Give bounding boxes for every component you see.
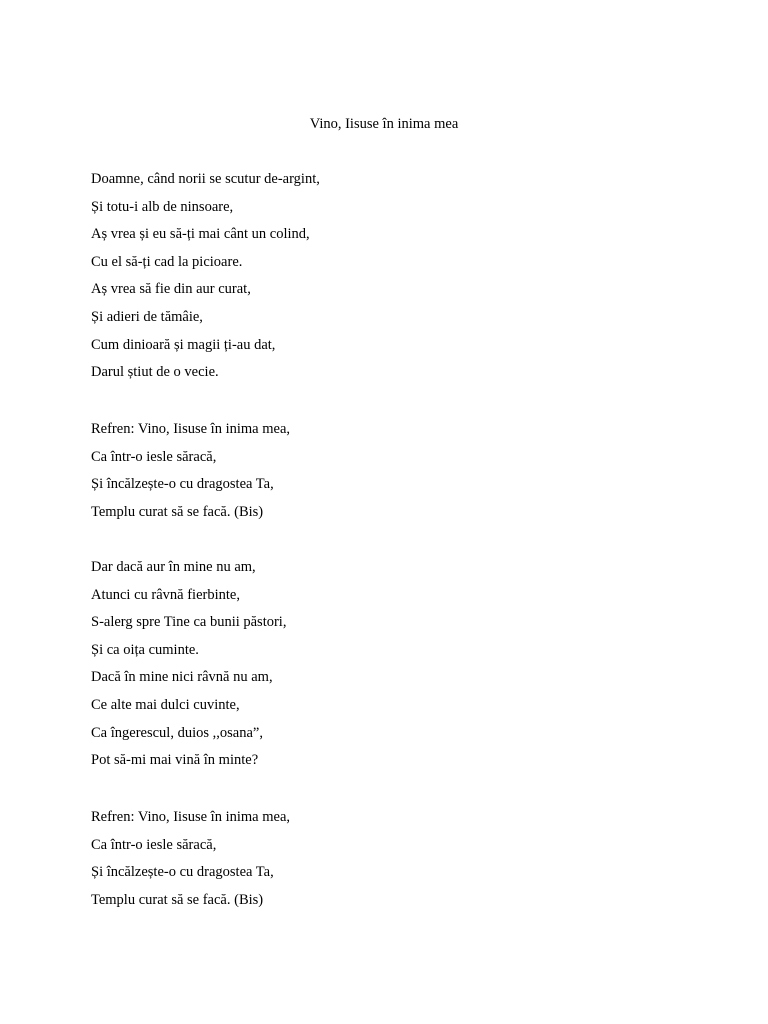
- verse-line: Ce alte mai dulci cuvinte,: [91, 696, 240, 713]
- refrain-line: Templu curat să se facă. (Bis): [91, 891, 264, 908]
- verse-line: Pot să-mi mai vină în minte?: [91, 752, 259, 769]
- verse-line: Dacă în mine nici râvnă nu am,: [91, 669, 273, 686]
- verse-line: Și adieri de tămâie,: [91, 308, 203, 325]
- verse-line: S-alerg spre Tine ca bunii păstori,: [91, 614, 287, 631]
- stanza-refrain-2: [91, 804, 290, 914]
- verse-line: Aș vrea să fie din aur curat,: [91, 281, 251, 298]
- refrain-line: Ca într-o iesle săracă,: [91, 836, 217, 853]
- verse-line: Dar dacă aur în mine nu am,: [91, 559, 256, 575]
- verse-line: Aș vrea și eu să-ți mai cânt un colind,: [91, 226, 310, 243]
- refrain-line: Și încălzește-o cu dragostea Ta,: [91, 476, 274, 493]
- refrain-line: Ca într-o iesle săracă,: [91, 448, 217, 465]
- verse-line: Ca îngerescul, duios ,,osana”,: [91, 724, 263, 741]
- stanza-refrain-1: [91, 416, 290, 526]
- refrain-line: Refren: Vino, Iisuse în inima mea,: [91, 421, 290, 437]
- refrain-line: Refren: Vino, Iisuse în inima mea,: [91, 809, 290, 825]
- verse-line: Cu el să-ți cad la picioare.: [91, 253, 243, 270]
- page-title: Vino, Iisuse în inima mea: [309, 116, 459, 132]
- verse-line: Și totu-i alb de ninsoare,: [91, 198, 234, 215]
- verse-line: Cum dinioară și magii ți-au dat,: [91, 336, 276, 353]
- verse-line: Atunci cu râvnă fierbinte,: [91, 586, 240, 603]
- refrain-line: Și încălzește-o cu dragostea Ta,: [91, 864, 274, 881]
- verse-line: Darul știut de o vecie.: [91, 364, 219, 381]
- stanza-verse-2: [91, 554, 286, 775]
- stanza-verse-1: [91, 166, 320, 387]
- verse-line: Doamne, când norii se scutur de-argint,: [91, 171, 320, 187]
- verse-line: Și ca oița cuminte.: [91, 641, 199, 658]
- refrain-line: Templu curat să se facă. (Bis): [91, 503, 264, 520]
